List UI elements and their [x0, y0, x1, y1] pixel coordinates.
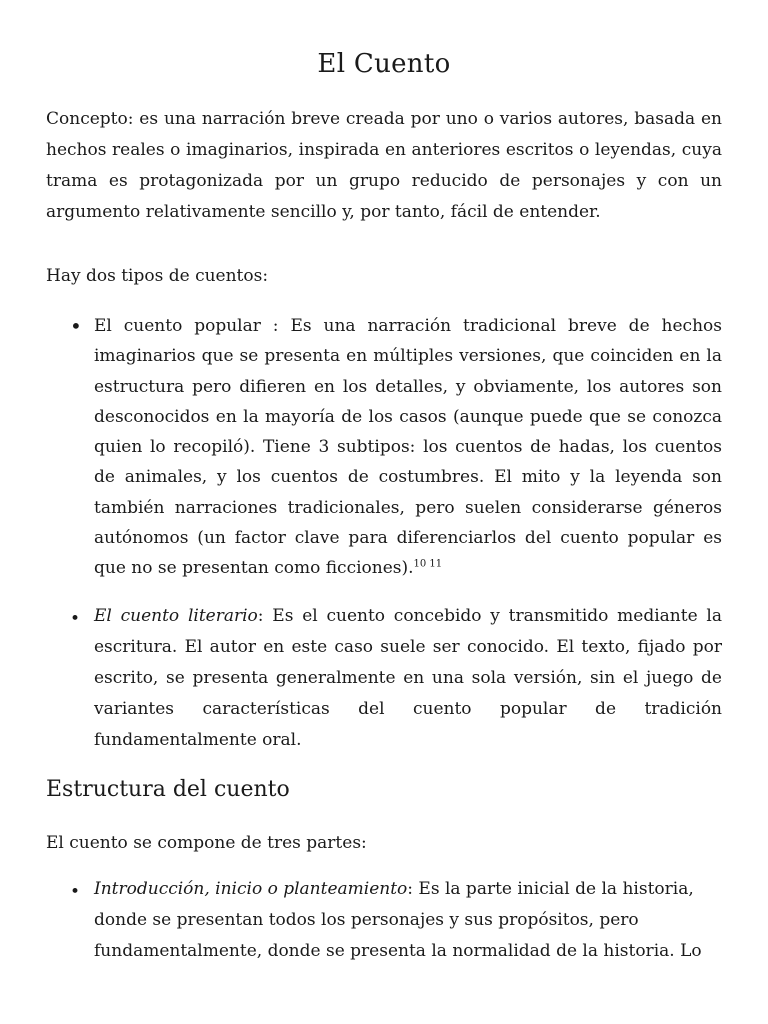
footnote-reference: 10 11 — [413, 558, 443, 570]
page-title: El Cuento — [317, 49, 451, 79]
term-cuento-literario: El cuento literario — [94, 606, 258, 626]
term-separator: : — [407, 879, 419, 899]
term-cuento-popular: El cuento popular — [94, 316, 261, 336]
term-separator: : — [257, 606, 273, 626]
term-separator: : — [260, 316, 291, 336]
term-introduccion: Introducción, inicio o planteamiento — [94, 879, 408, 899]
definition-cuento-popular: Es una narración tradicional breve de hechos imaginarios que se presenta en múltiples versiones, que coinciden en la estructura pero difieren en los detalles, y obviamente, los autores son desconocidos en la mayoría de los casos (aunque puede que se conozca quien lo recopiló). Tiene 3 subtipos: los cuentos de hadas, los cuentos de animales, y los cuentos de costumbres. El mito y la leyenda son también narraciones tradicionales, pero suelen considerarse géneros autónomos (un factor clave para diferenciarlos del cuento popular es que no se presentan como ficciones). — [94, 316, 722, 579]
definition-introduccion: Es la parte inicial de la historia, donde se presentan todos los personajes y sus propósitos, pero fundamentalmente, donde se presenta la normalidad de la historia. Lo — [94, 879, 702, 961]
bullet-icon: • — [70, 314, 82, 338]
definition-cuento-literario: Es el cuento concebido y transmitido mediante la escritura. El autor en este caso suele ser conocido. El texto, fijado por escrito, se presenta generalmente en una sola versión, sin el juego de variantes características del cuento popular de tradición fundamentalmente oral. — [94, 606, 722, 750]
bullet-icon: • — [70, 609, 81, 629]
list-item-cuento-literario — [94, 601, 722, 756]
section-heading-estructura: Estructura del cuento — [46, 777, 290, 802]
bullet-icon: • — [70, 882, 81, 902]
estructura-intro: El cuento se compone de tres partes: — [46, 833, 367, 853]
list-item-cuento-popular — [94, 311, 722, 584]
tipos-intro: Hay dos tipos de cuentos: — [46, 266, 269, 286]
list-item-introduccion — [94, 874, 722, 967]
concepto-paragraph: Concepto: es una narración breve creada por uno o varios autores, basada en hechos reales o imaginarios, inspirada en anteriores escritos o leyendas, cuya trama es protagonizada por un grupo reducido de personajes y con un argumento relativamente sencillo y, por tanto, fácil de entender. — [46, 109, 722, 222]
